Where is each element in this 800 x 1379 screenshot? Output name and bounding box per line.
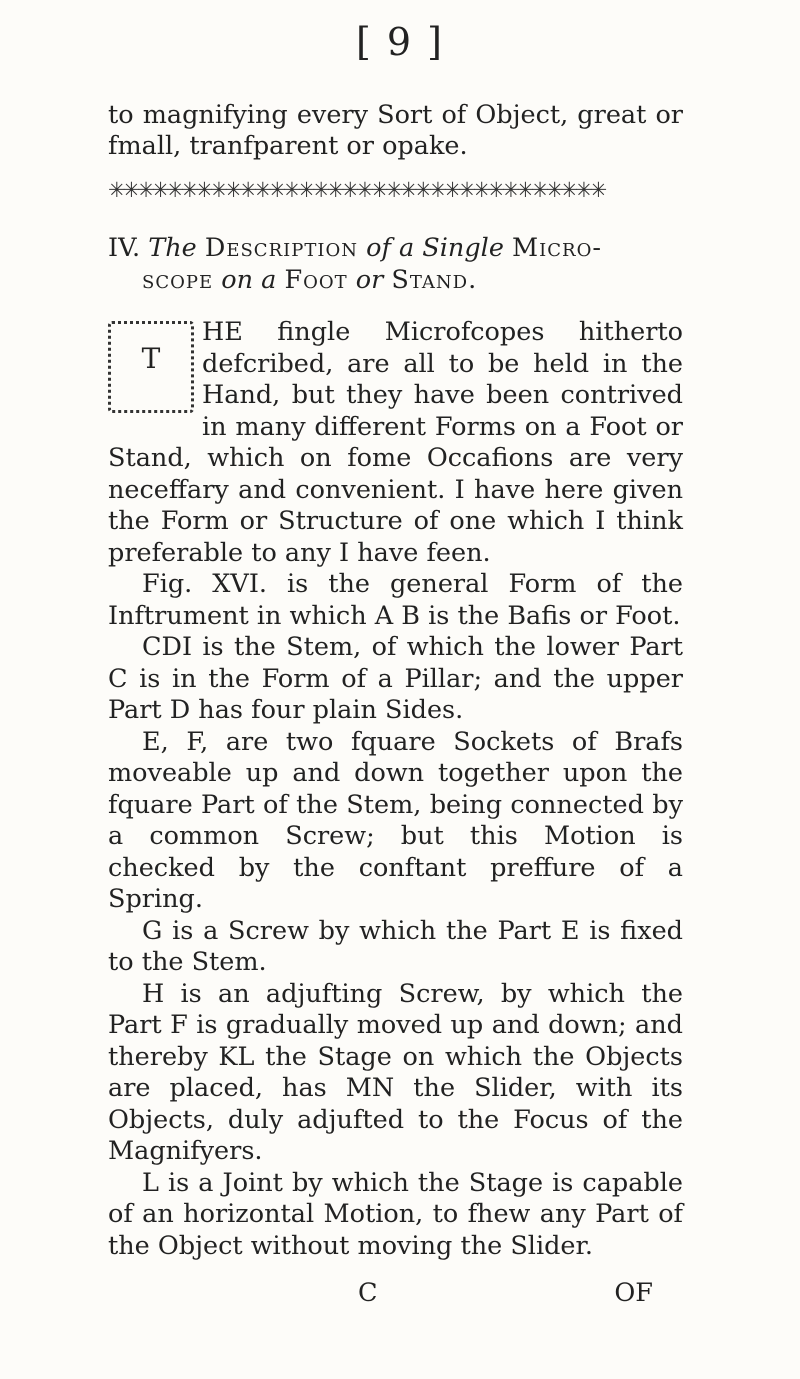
heading-word-description: Description xyxy=(204,233,358,263)
paragraph-g: G is a Screw by which the Part E is fixed to the Stem. xyxy=(108,915,683,977)
paragraph-l: L is a Joint by which the Stage is capable of an horizontal Motion, to fhew any Part of the Object without moving the Slider. xyxy=(108,1167,683,1261)
heading-word-scope: scope xyxy=(142,265,214,295)
heading-word-the: The xyxy=(148,233,197,263)
paragraph-fig-xvi: Fig. XVI. is the general Form of the Inftrument in which A B is the Bafis or Foot. xyxy=(108,569,683,631)
section-heading xyxy=(108,232,683,296)
paragraph-opening: HE fingle Microfcopes hitherto defcribed, are all to be held in the Hand, but they have been contrived in many different Forms on a Foot or Stand, which on fome Occafions are very neceffary and convenient. I have here given the Form or Structure of one which I think preferable to any I have feen. xyxy=(108,317,683,568)
body-text xyxy=(108,317,683,1262)
section-heading-line-1 xyxy=(108,232,683,264)
heading-word-or: or xyxy=(355,265,384,295)
ornamental-drop-cap xyxy=(108,321,194,413)
intro-text xyxy=(108,100,683,162)
paragraph-cdi: CDI is the Stem, of which the lower Part C is in the Form of a Pillar; and the upper Part D has four plain Sides. xyxy=(108,632,683,725)
intro-paragraph: to magnifying every Sort of Object, great or fmall, tranfparent or opake. xyxy=(108,100,683,161)
section-heading-line-2 xyxy=(108,264,683,296)
heading-word-stand: Stand. xyxy=(391,265,478,295)
drop-cap-letter: T xyxy=(141,342,161,375)
heading-phrase-on-a: on a xyxy=(221,265,277,295)
signature-mark: C xyxy=(358,1278,378,1308)
page-number: [ 9 ] xyxy=(356,20,444,64)
heading-phrase-of-a-single: of a Single xyxy=(366,233,504,263)
heading-word-foot: Foot xyxy=(284,265,348,295)
heading-word-micro: Micro- xyxy=(512,233,602,263)
paragraph-e-f: E, F, are two fquare Sockets of Brafs moveable up and down together upon the fquare Part of the Stem, being connected by a common Screw; but this Motion is checked by the conftant preffure of a Spring. xyxy=(108,726,683,914)
section-number: IV. xyxy=(108,233,141,263)
catchword: OF xyxy=(614,1278,653,1308)
paragraph-h: H is an adjufting Screw, by which the Part F is gradually moved up and down; and thereby KL the Stage on which the Objects are placed, has MN the Slider, with its Objects, duly adjufted to the Focus of the Magnifyers. xyxy=(108,978,683,1166)
ornament-divider: ✳✳✳✳✳✳✳✳✳✳✳✳✳✳✳✳✳✳✳✳✳✳✳✳✳✳✳✳✳✳✳✳✳✳ xyxy=(108,179,605,201)
